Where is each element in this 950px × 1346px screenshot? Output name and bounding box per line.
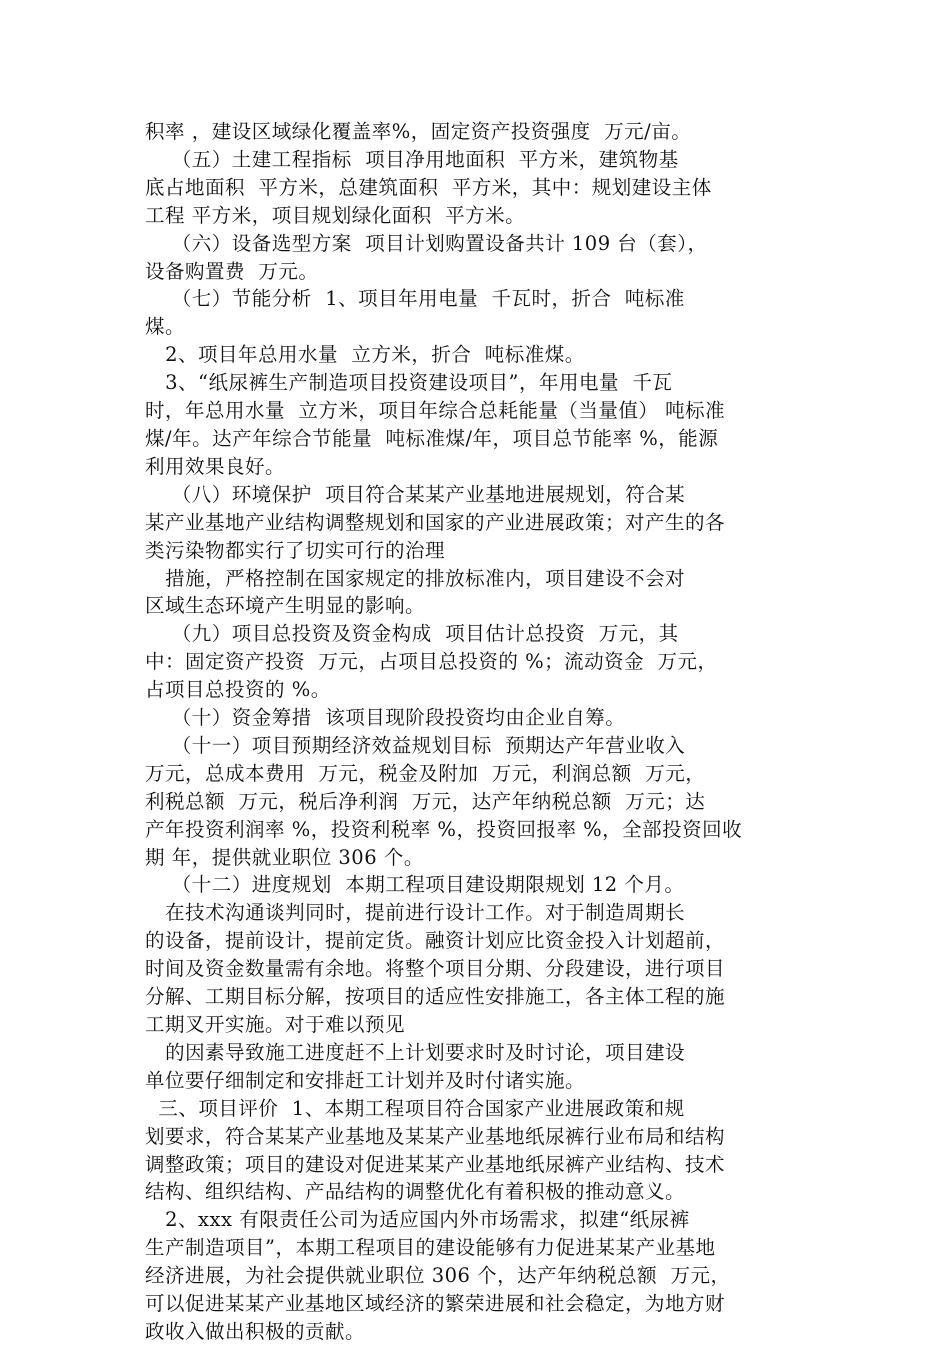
text-line: （六）设备选型方案 项目计划购置设备共计 109 台（套）， (145, 232, 708, 255)
text-line: 时，年总用水量 立方米，项目年综合总耗能量（当量值） 吨标准 (145, 399, 726, 422)
text-line: （七）节能分析 1、项目年用电量 千瓦时，折合 吨标准 (145, 287, 685, 310)
text-line: 经济进展，为社会提供就业职位 306 个，达产年纳税总额 万元， (145, 1264, 731, 1287)
text-line: 划要求，符合某某产业基地及某某产业基地纸尿裤行业布局和结构 (145, 1125, 726, 1148)
text-line: 2、项目年总用水量 立方米，折合 吨标准煤。 (145, 343, 585, 366)
text-line: 利税总额 万元，税后净利润 万元，达产年纳税总额 万元；达 (145, 790, 706, 813)
text-line: 的因素导致施工进度赶不上计划要求时及时讨论，项目建设 (145, 1041, 686, 1064)
text-line: 在技术沟通谈判同时，提前进行设计工作。对于制造周期长 (145, 901, 686, 924)
text-line: 万元，总成本费用 万元，税金及附加 万元，利润总额 万元， (145, 762, 706, 785)
text-line: （十二）进度规划 本期工程项目建设期限规划 12 个月。 (145, 873, 685, 896)
text-line: 煤。 (145, 315, 186, 338)
text-line: （十）资金筹措 该项目现阶段投资均由企业自筹。 (145, 706, 626, 729)
text-line: （九）项目总投资及资金构成 项目估计总投资 万元，其 (145, 622, 679, 645)
text-line: 期 年，提供就业职位 306 个。 (145, 846, 424, 869)
text-line: 措施，严格控制在国家规定的排放标准内，项目建设不会对 (145, 567, 686, 590)
text-line: 时间及资金数量需有余地。将整个项目分期、分段建设，进行项目 (145, 957, 726, 980)
text-line: 底占地面积 平方米，总建筑面积 平方米，其中：规划建设主体 (145, 176, 712, 199)
text-line: 某产业基地产业结构调整规划和国家的产业进展政策；对产生的各 (145, 511, 726, 534)
text-line: 中：固定资产投资 万元，占项目总投资的 %；流动资金 万元， (145, 650, 718, 673)
text-line: 工程 平方米，项目规划绿化面积 平方米。 (145, 204, 526, 227)
text-line: 产年投资利润率 %，投资利税率 %，投资回报率 %，全部投资回收 (145, 818, 743, 841)
text-line: 单位要仔细制定和安排赶工计划并及时付诸实施。 (145, 1069, 586, 1092)
text-line: 政收入做出积极的贡献。 (145, 1320, 366, 1343)
text-line: （八）环境保护 项目符合某某产业基地进展规划，符合某 (145, 483, 686, 506)
text-line: 利用效果良好。 (145, 455, 286, 478)
text-line: 占项目总投资的 %。 (145, 678, 331, 701)
text-line: 区域生态环境产生明显的影响。 (145, 594, 426, 617)
text-line: 工期叉开实施。对于难以预见 (145, 1013, 406, 1036)
text-line: （十一）项目预期经济效益规划目标 预期达产年营业收入 (145, 734, 686, 757)
text-line: 三、项目评价 1、本期工程项目符合国家产业进展政策和规 (145, 1097, 685, 1120)
text-line: 类污染物都实行了切实可行的治理 (145, 539, 446, 562)
text-line: 3、“纸尿裤生产制造项目投资建设项目”，年用电量 千瓦 (145, 371, 673, 394)
text-line: 结构、组织结构、产品结构的调整优化有着积极的推动意义。 (145, 1180, 686, 1203)
text-line: 生产制造项目”，本期工程项目的建设能够有力促进某某产业基地 (145, 1236, 716, 1259)
text-line: 分解、工期目标分解，按项目的适应性安排施工，各主体工程的施 (145, 985, 726, 1008)
text-line: 调整政策；项目的建设对促进某某产业基地纸尿裤产业结构、技术 (145, 1153, 726, 1176)
text-line: 积率 ，建设区域绿化覆盖率%，固定资产投资强度 万元/亩。 (145, 120, 692, 143)
text-line: 设备购置费 万元。 (145, 260, 319, 283)
text-line: 的设备，提前设计，提前定货。融资计划应比资金投入计划超前， (145, 929, 726, 952)
text-line: 煤/年。达产年综合节能量 吨标准煤/年，项目总节能率 %，能源 (145, 427, 719, 450)
text-line: 2、xxx 有限责任公司为适应国内外市场需求，拟建“纸尿裤 (145, 1208, 690, 1231)
text-line: 可以促进某某产业基地区域经济的繁荣进展和社会稳定，为地方财 (145, 1292, 726, 1315)
text-line: （五）土建工程指标 项目净用地面积 平方米，建筑物基 (145, 148, 679, 171)
